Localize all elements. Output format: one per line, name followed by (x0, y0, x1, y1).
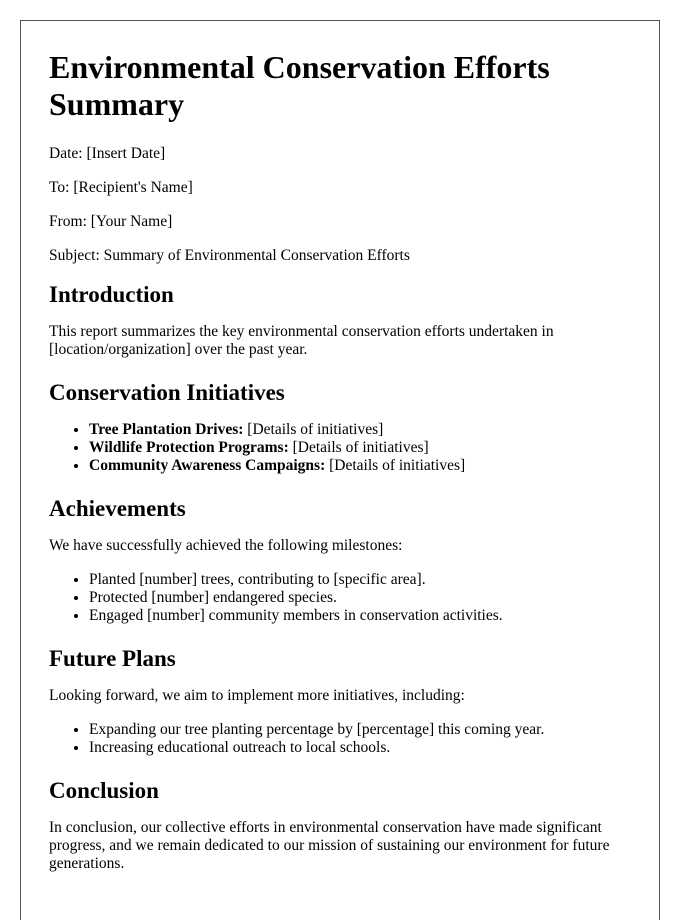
future-plan-item: • Increasing educational outreach to local schools. (89, 739, 631, 757)
initiative-item (89, 421, 631, 439)
initiative-label: Wildlife Protection Programs: (89, 439, 289, 456)
future-plan-item: • Expanding our tree planting percentage by [percentage] this coming year. (89, 721, 631, 739)
date-line: Date: [Insert Date] (49, 145, 166, 162)
initiative-detail: [Details of initiatives] (325, 457, 466, 474)
achievements-heading: Achievements (49, 496, 186, 521)
recipient-line: To: [Recipient's Name] (49, 179, 193, 196)
achievement-item: • Engaged [number] community members in conservation activities. (89, 607, 631, 625)
initiatives-list (49, 421, 631, 475)
initiative-item (89, 439, 631, 457)
achievement-item: • Protected [number] endangered species. (89, 589, 631, 607)
future-plans-intro: Looking forward, we aim to implement more initiatives, including: (49, 687, 465, 704)
sender-line: From: [Your Name] (49, 213, 173, 230)
initiative-detail: [Details of initiatives] (288, 439, 429, 456)
initiative-label: Tree Plantation Drives: (89, 421, 244, 438)
introduction-heading: Introduction (49, 282, 174, 307)
introduction-text: This report summarizes the key environmental conservation efforts undertaken in [location/organization] over the past year. (49, 323, 554, 358)
initiative-detail: [Details of initiatives] (243, 421, 384, 438)
initiatives-heading: Conservation Initiatives (49, 380, 285, 405)
memo-header (49, 145, 631, 265)
initiative-label: Community Awareness Campaigns: (89, 457, 326, 474)
achievements-intro: We have successfully achieved the following milestones: (49, 537, 403, 554)
subject-line: Subject: Summary of Environmental Conservation Efforts (49, 247, 410, 264)
achievement-item: • Planted [number] trees, contributing to [specific area]. (89, 571, 631, 589)
document-page (20, 20, 660, 920)
achievements-list (49, 571, 631, 625)
future-plans-heading: Future Plans (49, 646, 176, 671)
initiative-item (89, 457, 631, 475)
future-plans-list (49, 721, 631, 757)
conclusion-heading: Conclusion (49, 778, 159, 803)
document-title: Environmental Conservation Efforts Summary (49, 49, 550, 122)
conclusion-text: In conclusion, our collective efforts in environmental conservation have made significant progress, and we remain dedicated to our mission of sustaining our environment for future generations. (49, 819, 610, 872)
